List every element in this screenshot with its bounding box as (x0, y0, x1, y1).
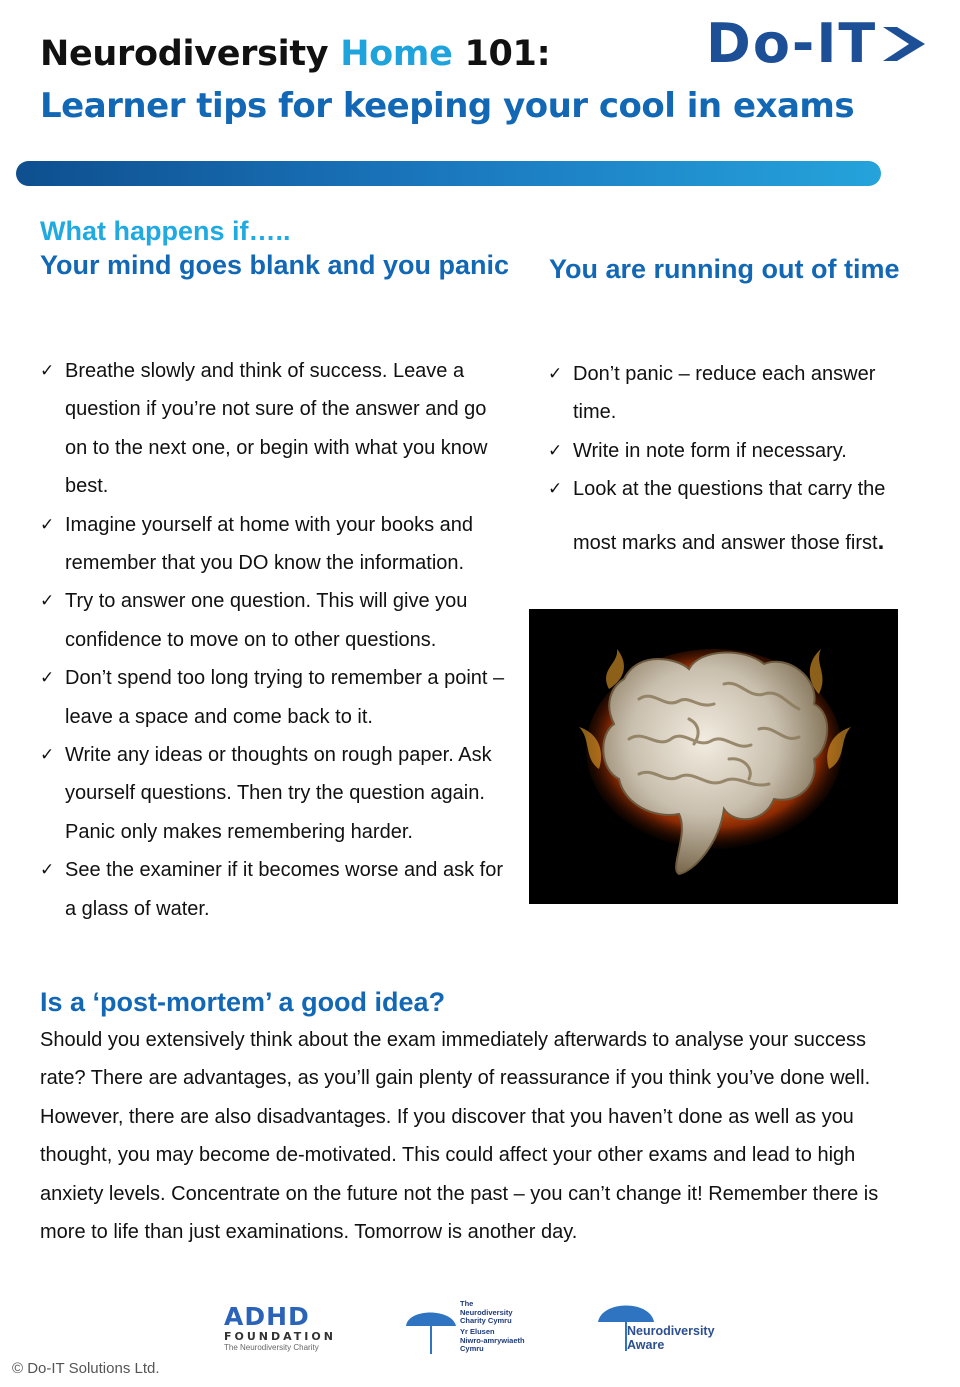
checkmark-icon: ✓ (40, 745, 55, 766)
nda-line1: Neurodiversity (627, 1324, 715, 1338)
page-subtitle: Learner tips for keeping your cool in exams (40, 86, 855, 126)
list-item-text: Write in note form if necessary. (573, 439, 847, 462)
list-item (40, 582, 510, 659)
header-banner-bar (16, 161, 881, 186)
section-heading-mind-blank: Your mind goes blank and you panic (40, 250, 510, 280)
checkmark-icon: ✓ (40, 514, 55, 535)
list-item (548, 432, 918, 470)
list-item-text-line2 (573, 523, 918, 562)
list-item (548, 355, 918, 432)
list-item (40, 352, 510, 506)
logo-chevron-icon (881, 21, 927, 67)
checkmark-icon: ✓ (548, 364, 563, 384)
list-item-text: Write any ideas or thoughts on rough paper. Ask yourself questions. Then try the question again. Panic only makes remembering harder. (65, 744, 492, 843)
list-item-period: . (877, 527, 885, 555)
brain-fire-illustration (529, 609, 898, 904)
adhd-logo-text: ADHD (224, 1302, 310, 1331)
umbrella-icon (404, 1300, 458, 1358)
list-item (40, 736, 510, 851)
list-item (40, 659, 510, 736)
neurodiversity-charity-cymru-logo (404, 1300, 544, 1358)
list-item (548, 470, 918, 562)
section-heading-postmortem: Is a ‘post-mortem’ a good idea? (40, 987, 446, 1017)
ndcc-en-line2: Neurodiversity (460, 1307, 513, 1317)
copyright-notice: © Do-IT Solutions Ltd. (12, 1360, 160, 1377)
ndcc-en-line3: Charity Cymru (460, 1316, 512, 1325)
checkmark-icon: ✓ (548, 440, 563, 461)
list-item-text: Don’t spend too long trying to remember a point – leave a space and come back to it. (65, 667, 505, 728)
checkmark-icon: ✓ (40, 860, 55, 881)
ndcc-cy-line3: Cymru (460, 1344, 484, 1353)
neurodiversity-aware-logo (596, 1296, 736, 1356)
list-item-text: Breathe slowly and think of success. Leave a question if you’re not sure of the answer and go on to the next one, or begin with what you know best. (65, 360, 488, 498)
ndcc-welsh-name (460, 1328, 525, 1354)
adhd-foundation-logo (224, 1304, 344, 1353)
title-word-home: Home (340, 34, 453, 74)
time-tips-list (548, 355, 918, 562)
list-item (40, 851, 510, 928)
ndcc-en-line1: The (460, 1299, 474, 1308)
list-item-text: Try to answer one question. This will give you confidence to move on to other questions. (65, 590, 468, 651)
page-title (40, 34, 550, 74)
section-heading-running-out-of-time: You are running out of time (549, 254, 900, 284)
list-item-text-line1: Look at the questions that carry the (573, 478, 886, 501)
postmortem-paragraph: Should you extensively think about the exam immediately afterwards to analyse your success rate? There are advantages, as you’ll gain plenty of reassurance if you think you’ve done well. However, there are also disadvantages. If you discover that you haven’t done as well as you thought, you may become de-motivated. This could affect your other exams and lead to high anxiety levels. Concentrate on the future not the past – you can’t change it! Remember there is more to life than just examinations. Tomorrow is another day. (40, 1029, 879, 1244)
brain-on-fire-image (529, 609, 898, 904)
right-section-heading (549, 252, 919, 286)
ndcc-cy-line2: Niwro-amrywiaeth (460, 1335, 525, 1345)
mind-blank-tips-list (40, 352, 510, 928)
checkmark-icon: ✓ (40, 361, 55, 381)
list-item-text: See the examiner if it becomes worse and ask for a glass of water. (65, 859, 503, 920)
ndcc-cy-line1: Yr Elusen (460, 1327, 495, 1336)
adhd-logo-tagline: The Neurodiversity Charity (224, 1343, 319, 1352)
checkmark-icon: ✓ (40, 668, 55, 689)
nda-text (627, 1324, 715, 1352)
do-it-logo (706, 14, 927, 74)
title-word-neurodiversity: Neurodiversity (40, 34, 329, 74)
nda-line2: Aware (627, 1338, 665, 1352)
checkmark-icon: ✓ (40, 591, 55, 612)
partner-logos (0, 1296, 960, 1360)
checkmark-icon: ✓ (548, 479, 563, 500)
list-item-text: Don’t panic – reduce each answer time. (573, 363, 876, 424)
postmortem-heading-wrap (40, 985, 920, 1019)
section-kicker: What happens if….. (40, 216, 291, 246)
logo-text: Do-IT (706, 12, 878, 75)
list-item-text: Imagine yourself at home with your books and remember that you DO know the information. (65, 513, 473, 575)
title-word-101: 101: (464, 34, 551, 74)
adhd-logo-foundation: FOUNDATION (224, 1330, 336, 1343)
list-item-text-line2-words: most marks and answer those first (573, 531, 878, 554)
list-item (40, 506, 510, 583)
ndcc-english-name (460, 1300, 513, 1326)
left-section-heading (40, 214, 510, 282)
